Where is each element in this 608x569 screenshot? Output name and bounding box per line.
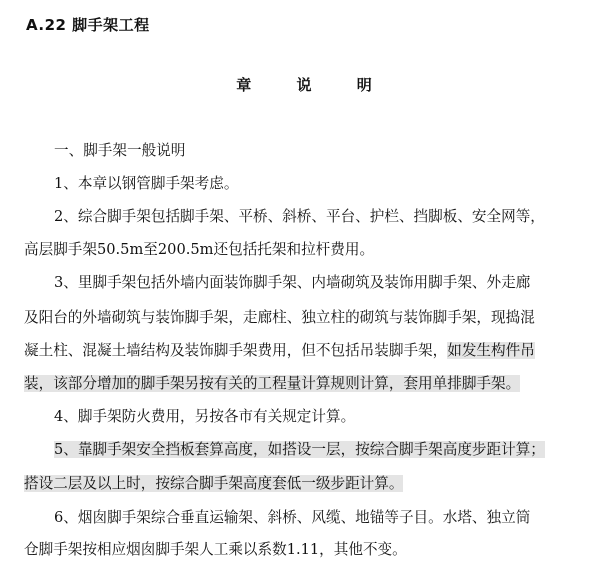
item-2-line-2: 高层脚手架50.5m至200.5m还包括托架和拉杆费用。 [24,241,375,258]
item-6-line-1: 6、烟囱脚手架综合垂直运输架、斜桥、风缆、地锚等子目。水塔、独立筒 [54,509,531,526]
item-3-line-3-text: 凝土柱、混凝土墙结构及装饰脚手架费用，但不包括吊装脚手架， [24,342,448,359]
item-3-line-2: 及阳台的外墙砌筑与装饰脚手架，走廊柱、独立柱的砌筑与装饰脚手架，现捣混 [24,309,535,326]
item-3-highlighted-text: 如发生构件吊 [447,342,535,359]
item-3-highlighted-text-2: 装，该部分增加的脚手架另按有关的工程量计算规则计算，套用单排脚手架。 [24,375,521,392]
item-3-line-3 [24,341,535,361]
item-6-line-2: 仓脚手架按相应烟囱脚手架人工乘以系数1.11，其他不变。 [24,541,407,558]
chapter-title: 章 说 明 [236,76,392,94]
item-3-line-1: 3、里脚手架包括外墙内面装饰脚手架、内墙砌筑及装饰用脚手架、外走廊 [54,274,531,291]
item-3-line-4 [24,374,520,394]
item-2-line-1: 2、综合脚手架包括脚手架、平桥、斜桥、平台、护栏、挡脚板、安全网等， [54,208,545,225]
item-5-line-2 [24,474,403,494]
item-5-highlighted-text-2: 搭设二层及以上时，按综合脚手架高度套低一级步距计算。 [24,475,404,492]
item-5-highlighted-text: 5、靠脚手架安全挡板套算高度，如搭设一层，按综合脚手架高度步距计算； [54,441,545,458]
item-1: 1、本章以钢管脚手架考虑。 [54,175,239,192]
section-heading: A.22 脚手架工程 [26,16,150,34]
item-4: 4、脚手架防火费用，另按各市有关规定计算。 [54,408,356,425]
item-5-line-1 [54,440,545,460]
section-1-title: 一、脚手架一般说明 [54,142,186,159]
